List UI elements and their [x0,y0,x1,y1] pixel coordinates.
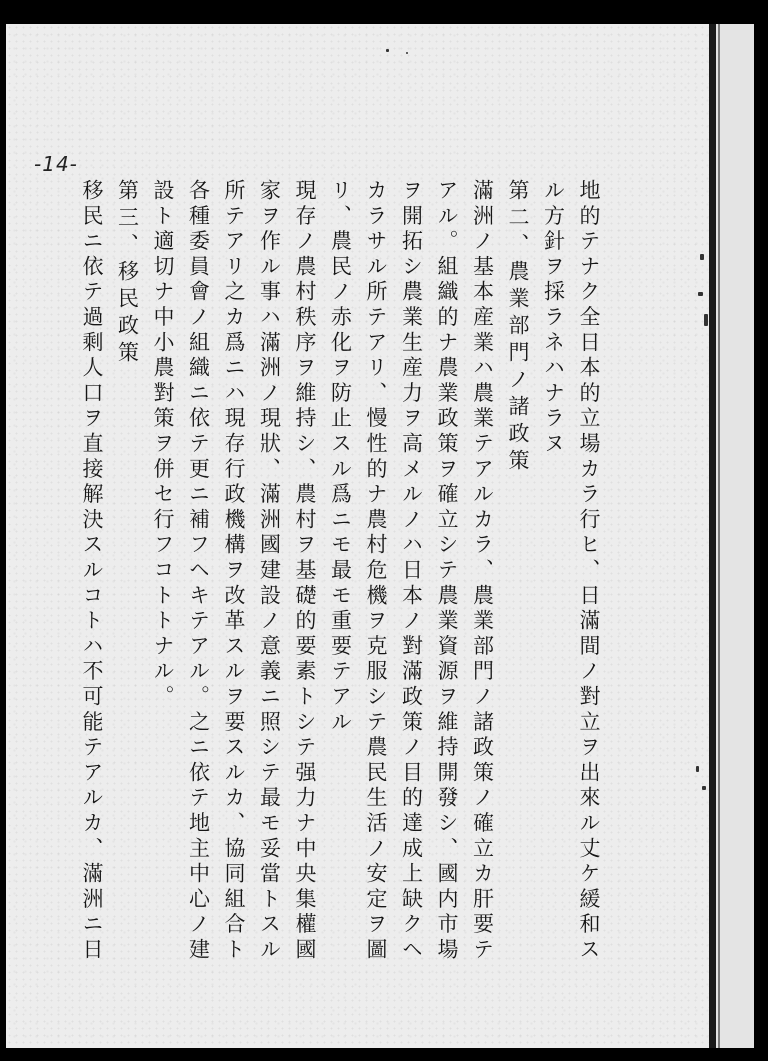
text-column: 現存ノ農村秩序ヲ維持シ、農村ヲ基礎的要素トシテ强力ナ中央集權國 [293,179,317,964]
scan-speck [698,292,703,296]
scan-speck [406,52,408,54]
document-page [6,24,754,1048]
text-column: 移民ニ依テ過剩人口ヲ直接解決スルコトハ不可能テアルカ、滿洲ニ日 [80,179,104,964]
vertical-body-text [74,179,607,1019]
binding-edge [709,24,716,1048]
section-heading: 第三、移民政策 [115,179,140,368]
scan-speck [386,49,389,52]
binding-line [718,24,720,1048]
scan-speck [696,766,699,772]
binding-margin [716,24,754,1048]
page-number: -14- [34,152,78,176]
text-column: ル方針ヲ採ラネハナラヌ [541,179,566,458]
text-column: ヲ開拓シ農業生産力ヲ高メルノハ日本ノ對滿政策ノ目的達成上缺クヘ [399,179,424,964]
scan-speck [700,254,704,260]
text-column: 所テアリ之カ爲ニハ現存行政機構ヲ改革スルヲ要スルカ、協同組合ト [222,179,246,964]
section-heading: 第二、農業部門ノ諸政策 [506,179,530,476]
scan-speck [704,314,708,326]
text-column: カラサル所テアリ、慢性的ナ農村危機ヲ克服シテ農民生活ノ安定ヲ圖 [364,179,388,964]
text-column: 設ト適切ナ中小農對策ヲ併セ行フコトトナル。 [151,179,175,711]
scan-speck [702,786,706,790]
text-column: 各種委員會ノ組織ニ依テ更ニ補フヘキテアル。之ニ依テ地主中心ノ建 [186,179,211,964]
text-column: 家ヲ作ル事ハ滿洲ノ現狀、滿洲國建設ノ意義ニ照シテ最モ妥當トスル [257,179,282,964]
text-column: リ、農民ノ赤化ヲ防止スル爲ニモ最モ重要テアル [328,179,353,736]
text-column: 滿洲ノ基本産業ハ農業テアルカラ、農業部門ノ諸政策ノ確立カ肝要テ [470,179,495,964]
text-column: アル。組織的ナ農業政策ヲ確立シテ農業資源ヲ維持開發シ、國内市場 [435,179,459,964]
text-column: 地的テナク全日本的立場カラ行ヒ、日滿間ノ對立ヲ出來ル丈ケ緩和ス [577,179,601,964]
